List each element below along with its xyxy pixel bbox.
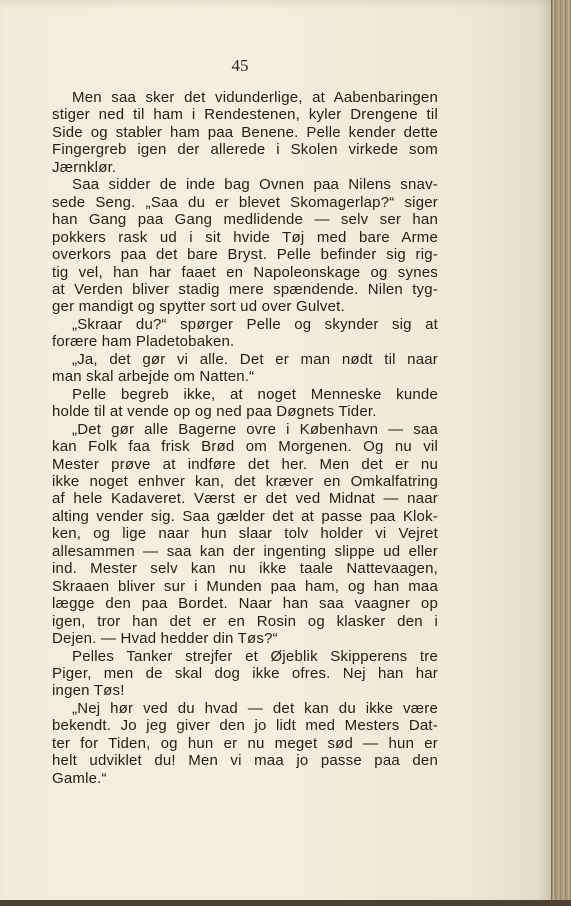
text-line: alting vender sig. Saa gælder det at passe paa Klok- [52, 507, 438, 525]
text-line: overkors paa det bare Bryst. Pelle befinder sig rig- [52, 246, 438, 264]
text-line: Mester prøve at indføre det her. Men det er nu [52, 455, 438, 473]
text-line: holde til at vende op og ned paa Døgnets Tider. [52, 403, 377, 421]
page-number: 45 [231, 56, 249, 75]
text-line: Men saa sker det vidunderlige, at Aabenbaringen [72, 89, 438, 106]
text-line: helt udviklet du! Men vi maa jo passe paa den [52, 752, 438, 770]
text-line: at Verden bliver stadig mere spændende. Nilen tyg- [52, 280, 438, 298]
text-line: lægge den paa Bordet. Naar han saa vaagner op [52, 595, 438, 613]
text-line: Dejen. — Hvad hedder din Tøs?“ [52, 630, 278, 648]
text-line: ger mandigt og spytter sort ud over Gulvet. [52, 298, 345, 316]
page-edges [551, 0, 571, 906]
text-line: Pelles Tanker strejfer et Øjeblik Skipperens tre [72, 647, 438, 665]
text-line: igen, tror han det er en Rosin og klasker den i [52, 612, 438, 630]
text-line: „Det gør alle Bagerne ovre i København — saa [72, 420, 438, 438]
text-line: han Gang paa Gang medlidende — selv ser han [52, 211, 438, 229]
text-line: Saa sidder de inde bag Ovnen paa Nilens snav- [72, 176, 438, 194]
text-line: ken, og lige naar hun slaar tolv holder vi Vejret [52, 525, 438, 543]
text-line: af hele Kadaveret. Værst er det ved Midnat — naar [52, 490, 438, 508]
text-line: pokkers rask ud i sit hvide Tøj med bare Arme [52, 228, 438, 246]
text-line: Skraaen bliver sur i Munden paa ham, og han maa [52, 577, 438, 595]
text-line: ikke noget enhver kan, det kræver en Omkalfatring [52, 472, 438, 490]
text-line: ter for Tiden, og hun er nu meget sød — hun er [52, 734, 438, 752]
text-line: man skal arbejde om Natten.“ [52, 368, 255, 386]
body-text [52, 89, 438, 787]
text-line: allesammen — saa kan der ingenting slippe ud eller [52, 542, 438, 560]
text-line: „Skraar du?“ spørger Pelle og skynder sig at [72, 315, 438, 333]
text-line: stiger ned til ham i Rendestenen, kyler Drengene til [52, 106, 438, 124]
text-line: tig vel, han har faaet en Napoleonskage og synes [52, 263, 438, 281]
text-line: forære ham Pladetobaken. [52, 333, 235, 351]
text-line: kan Folk faa frisk Brød om Morgenen. Og nu vil [52, 438, 438, 456]
text-line: sede Seng. „Saa du er blevet Skomagerlap?“ siger [52, 193, 438, 211]
text-line: Side og stabler ham paa Benene. Pelle kender dette [52, 123, 438, 141]
text-line: bekendt. Jo jeg giver den jo lidt med Mesters Dat- [52, 717, 438, 735]
bottom-shadow [0, 900, 571, 906]
text-line: ingen Tøs! [52, 682, 125, 700]
text-line: „Ja, det gør vi alle. Det er man nødt til naar [72, 350, 438, 368]
text-line: ind. Mester selv kan nu ikke taale Nattevaagen, [52, 560, 438, 578]
text-line: Fingergreb igen der allerede i Skolen virkede som [52, 141, 438, 159]
text-line: Pelle begreb ikke, at noget Menneske kunde [72, 385, 438, 403]
text-line: „Nej hør ved du hvad — det kan du ikke være [72, 699, 438, 717]
text-line: Jærnklør. [52, 158, 117, 176]
text-line: Piger, men de skal dog ikke ofres. Nej han har [52, 664, 438, 682]
text-line: Gamle.“ [52, 769, 107, 787]
